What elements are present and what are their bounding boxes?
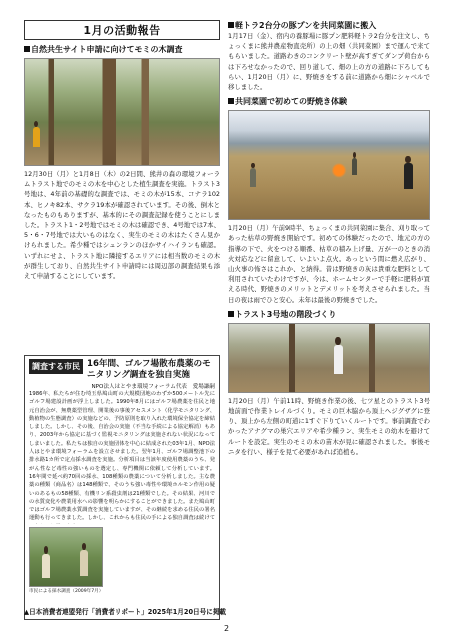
heading-text: 自然共生サイト申請に向けてモミの木調査 <box>31 45 183 54</box>
heading-text: トラスト3号地の階段づくり <box>235 309 337 319</box>
person-figure-icon <box>329 332 347 374</box>
heading-moki-survey <box>24 44 220 55</box>
forest-photo <box>24 58 220 166</box>
trail-photo <box>228 323 430 393</box>
citizen-survey-box <box>24 355 220 620</box>
person-figure-icon <box>76 538 92 576</box>
sampling-photo <box>29 527 103 587</box>
heading-manure <box>228 20 430 31</box>
bullet-square-icon <box>228 98 234 104</box>
right-column <box>228 20 430 457</box>
box-text: 1986年、私たちが住む埼玉県鳩山町の大規模団地のわずか500メートル先にゴルフ場建設計画が浮上しました。1990年8月にはゴルフ場農薬を住民と地元自治会が、無農薬型管理、開業後の事後アセスメント（化学モニタリング、動植物の生態調査）の実施などの、予防原則を取り入れた環境保全協定を締結しました。しかし、その後、自治会の実施（不当な手続による協定解消）もあり、2003年から協定に基づく監視モニタリングは実施されない状況になってしまいました。私たちは独自の実施団体を中心に結成された03年1月、NPO法人はとやま環境フォーラムを設立させました。翌年1月、ゴルフ場調整池下の排水路1カ所で定点採水調査を実施。分析項目は当該年度使用農薬のうち、発がん性など毒性の強いものを選定し、専門機関に依頼して分析しています。16年間で延べ約70回の採水、108種類の農薬について分析しました。主な農薬の種類（商品名）は148種類で、そのうち強い毒性や環境ホルモン作用の疑いのあるもの58種類、有機リン系殺虫剤は21種類でした。その結果、河川での水質変化や農業用水への影響を明らかにすることができました。また鳩山町ではゴルフ場農薬水質調査を実施していますが、その継続を求める住民の署名運動も行ってきました。しかし、これからも住民の手による独自調査は続けて <box>29 391 215 522</box>
bullet-square-icon <box>24 46 30 52</box>
moki-survey-text: 12月30日（月）と1月8日（木）の2日間、熊井の森の環境フォーラムトラスト地でのモミの木を中心とした植生調査を実施。トラスト3号地は、4年前の基礎的な調査では、モミの木が15本、コナラ102本、ヒノキ82本、サクラ19本が確認されています。その後、倒木となったものもありますが、基本的にその調査記録を使うことにしました。トラスト1・2号地ではモミの木は確認でき、4号地では7本、5・6・7号地では大いものはなく、実生のモミの木はたくさん見かけられました。希少種ではシュンランのほかサイハイランも確認。いずれにせよ、トラスト地に隣接するエリアには相当数のモミの木が群生しており、自然共生サイト申請時には周辺部の調査結果も添えて申請することにしています。 <box>24 170 220 281</box>
person-figure-icon <box>399 151 417 189</box>
box-header <box>29 359 215 381</box>
heading-text: 共同菜園で初めての野焼き体験 <box>235 97 347 107</box>
field-burning-text: 1月20日（月）午前9時半、ちょっくまの共同菜園に集合、刈り取ってあった枯草の野焼き開始です。初めての体験だったので、地元の方の指導の下で、火をつける順番、枯草の積み上げ量、万が一のときの消火対応などに留意して、いよいよ点火。あっという間に燃え広がり、山火事の怖さはこれか、と納得。昔は野焼きの灰は貴重な肥料として利用されていたわけですが、今は、ホームセンターで手軽に肥料が買える時代、野焼きのメリットとデメリットを考えさせられました。当日の夜は雨でひと安心。未年は最後の野焼きでした。 <box>228 224 430 304</box>
manure-text: 1月17日（金）、宿内の養豚場に豚プン肥料軽トラ2台分を注文し、ちょっくまに熊井農産物直売所）の上の畑（共同菜園）まで運んで来てもらいました。道路わきのコンクリート壁が高すぎてダンプ荷台からは下ろせなかったので、回り道して、畑の上の方の道路に下ろしてもらい、1月20日（月）に、野焼きをする前に道路から畑にシャベルで移しました。 <box>228 32 430 92</box>
bullet-square-icon <box>228 22 234 28</box>
heading-text: 軽トラ2台分の豚プンを共同菜園に搬入 <box>235 21 377 30</box>
left-column <box>24 20 220 337</box>
trail-text: 1月20日（月）午前11時、野焼き作業の後、七ツ星とのトラスト3号地前面で作業トレイルづくり。モミの巨木脇から頂上へジグザグに登り、頂上から左側の町道に1すぐ下りていくルートです。事前調査でわかったアナグマの巣穴エリアや希少種ラン、実生モミの幼木を避けてルートを設定。実生のモミの木の苗木が見に確認されました。事後モニタを行い、様子を見て必要があれば追植も。 <box>228 396 430 456</box>
box-author: NPO法人はとやま環境フォーラム代表 愛場謙嗣 <box>91 384 215 390</box>
citizen-tag: 調査する市民 <box>29 359 83 374</box>
bullet-square-icon <box>228 311 234 317</box>
person-figure-icon <box>38 542 54 578</box>
photo-caption: 市民による採水調査（2009年7月） <box>29 589 104 594</box>
photo-block <box>29 524 103 594</box>
footer-note: ▲日本消費者連盟発行「消費者リポート」2025年1月20日号に掲載 <box>24 608 227 616</box>
person-figure-icon <box>349 149 359 175</box>
heading-trail <box>228 309 430 320</box>
person-figure-icon <box>29 117 43 147</box>
heading-field-burning <box>228 96 430 107</box>
box-title: 16年間、ゴルフ場散布農薬のモニタリング調査を独自実施 <box>87 359 211 380</box>
page-number: 2 <box>223 624 230 633</box>
page-title: 1月の活動報告 <box>24 20 220 40</box>
field-burning-photo <box>228 110 430 220</box>
person-figure-icon <box>247 159 259 187</box>
